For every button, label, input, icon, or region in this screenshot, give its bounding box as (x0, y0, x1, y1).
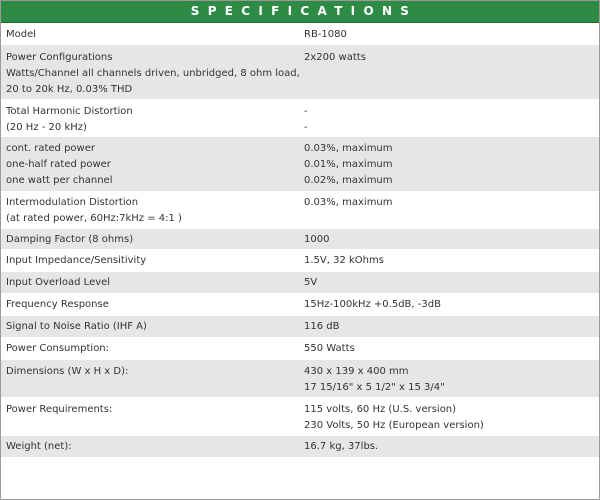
spec-label-line: Damping Factor (8 ohms) (6, 234, 134, 245)
spec-row (1, 99, 599, 136)
specifications-table (1, 23, 599, 457)
spec-value-line: RB-1080 (304, 29, 347, 40)
spec-label-line: Model (6, 29, 37, 40)
spec-value-line: 0.03%, maximum (304, 197, 393, 208)
spec-label-line: Total Harmonic Distortion (6, 106, 133, 117)
spec-value-line: 16.7 kg, 37lbs. (304, 441, 379, 452)
spec-value (301, 439, 599, 457)
spec-label (1, 275, 301, 293)
spec-row (1, 397, 599, 435)
spec-label-line: Power Configurations (6, 52, 113, 63)
spec-label (1, 104, 301, 136)
spec-label (1, 232, 301, 249)
spec-label-line: (at rated power, 60Hz:7kHz = 4:1 ) (6, 213, 182, 224)
spec-label-line: cont. rated power (6, 143, 95, 154)
spec-value-line: 15Hz-100kHz +0.5dB, -3dB (304, 299, 441, 310)
spec-label (1, 297, 301, 315)
spec-value-line: 1000 (304, 234, 330, 245)
spec-label-line: Signal to Noise Ratio (IHF A) (6, 321, 147, 332)
spec-label-line: one watt per channel (6, 175, 113, 186)
spec-row (1, 337, 599, 359)
spec-label-line: Power Consumption: (6, 343, 110, 354)
spec-label (1, 50, 301, 99)
spec-value-line: 115 volts, 60 Hz (U.S. version) (304, 404, 457, 415)
spec-value (301, 27, 599, 44)
spec-value-line: 0.03%, maximum (304, 143, 393, 154)
spec-label (1, 253, 301, 271)
spec-label-line: one-half rated power (6, 159, 111, 170)
spec-value-line: 0.02%, maximum (304, 175, 393, 186)
spec-row (1, 44, 599, 99)
spec-value (301, 402, 599, 435)
spec-label (1, 364, 301, 397)
spec-label-line: (20 Hz - 20 kHz) (6, 122, 87, 133)
spec-row (1, 23, 599, 44)
spec-value (301, 141, 599, 191)
spec-row (1, 191, 599, 228)
spec-value-line: - (304, 106, 308, 117)
spec-label-line: Frequency Response (6, 299, 109, 310)
spec-value (301, 195, 599, 228)
spec-row (1, 315, 599, 337)
spec-label (1, 141, 301, 191)
spec-label (1, 27, 301, 44)
spec-label-line: 20 to 20k Hz, 0.03% THD (6, 84, 133, 95)
spec-label (1, 195, 301, 228)
specifications-header: SPECIFICATIONS (1, 1, 599, 23)
spec-value (301, 275, 599, 293)
spec-value-line: 17 15/16" x 5 1/2" x 15 3/4" (304, 382, 445, 393)
spec-value-line: 1.5V, 32 kOhms (304, 255, 384, 266)
spec-row (1, 293, 599, 315)
spec-label-line: Watts/Channel all channels driven, unbridged, 8 ohm load, (6, 68, 300, 79)
spec-label-line: Weight (net): (6, 441, 72, 452)
spec-value (301, 50, 599, 99)
spec-row (1, 136, 599, 191)
spec-value-line: 2x200 watts (304, 52, 366, 63)
spec-value (301, 104, 599, 136)
spec-label (1, 341, 301, 359)
spec-value-line: - (304, 122, 308, 133)
spec-label-line: Power Requirements: (6, 404, 113, 415)
spec-value-line: 430 x 139 x 400 mm (304, 366, 409, 377)
spec-label-line: Dimensions (W x H x D): (6, 366, 129, 377)
spec-value (301, 253, 599, 271)
spec-row (1, 249, 599, 271)
spec-label-line: Intermodulation Distortion (6, 197, 139, 208)
spec-row (1, 228, 599, 249)
spec-label-line: Input Impedance/Sensitivity (6, 255, 147, 266)
spec-label (1, 319, 301, 337)
spec-row (1, 271, 599, 293)
spec-value (301, 232, 599, 249)
spec-value-line: 5V (304, 277, 318, 288)
spec-value-line: 0.01%, maximum (304, 159, 393, 170)
spec-value (301, 364, 599, 397)
spec-row (1, 435, 599, 457)
spec-value (301, 319, 599, 337)
spec-value-line: 116 dB (304, 321, 340, 332)
spec-value-line: 230 Volts, 50 Hz (European version) (304, 420, 484, 431)
spec-label (1, 439, 301, 457)
spec-row (1, 359, 599, 397)
spec-value (301, 297, 599, 315)
spec-label-line: Input Overload Level (6, 277, 111, 288)
spec-value-line: 550 Watts (304, 343, 355, 354)
spec-value (301, 341, 599, 359)
spec-label (1, 402, 301, 435)
